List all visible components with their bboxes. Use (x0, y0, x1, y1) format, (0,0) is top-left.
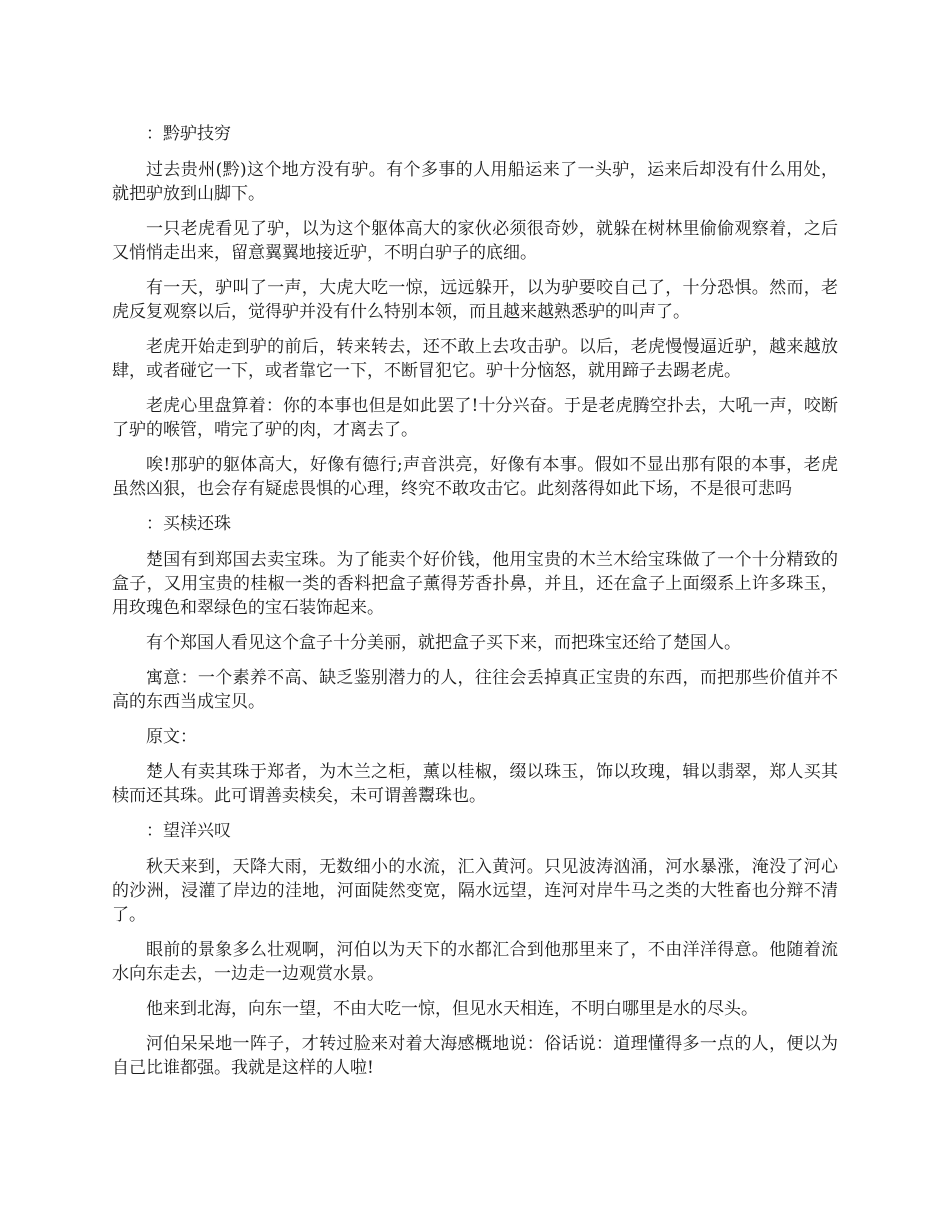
paragraph: 有一天，驴叫了一声，大虎大吃一惊，远远躲开，以为驴要咬自己了，十分恐惧。然而，老虎反复观察以后，觉得驴并没有什么特别本领，而且越来越熟悉驴的叫声了。 (112, 278, 838, 322)
paragraph: 寓意：一个素养不高、缺乏鉴别潜力的人，往往会丢掉真正宝贵的东西，而把那些价值并不高的东西当成宝贝。 (112, 668, 838, 712)
paragraph: 有个郑国人看见这个盒子十分美丽，就把盒子买下来，而把珠宝还给了楚国人。 (146, 633, 741, 653)
section-heading-mai-du-huan-zhu: ：买椟还珠 (146, 514, 231, 534)
paragraph: 楚人有卖其珠于郑者，为木兰之柜，薰以桂椒，缀以珠玉，饰以玫瑰，辑以翡翠，郑人买其椟而还其珠。此可谓善卖椟矣，未可谓善鬻珠也。 (112, 762, 838, 806)
section-heading-wang-yang-xing-tan: ：望洋兴叹 (146, 821, 231, 841)
section-heading-qian-lv-ji-qiong: ：黔驴技穷 (146, 124, 231, 144)
paragraph: 过去贵州(黔)这个地方没有驴。有个多事的人用船运来了一头驴，运来后却没有什么用处，就把驴放到山脚下。 (112, 160, 838, 204)
document-body (112, 122, 838, 1091)
paragraph-label-original: 原文： (146, 727, 197, 747)
paragraph: 河伯呆呆地一阵子，才转过脸来对着大海感概地说：俗话说：道理懂得多一点的人，便以为自己比谁都强。我就是这样的人啦! (112, 1034, 838, 1078)
paragraph: 老虎开始走到驴的前后，转来转去，还不敢上去攻击驴。以后，老虎慢慢逼近驴，越来越放肆，或者碰它一下，或者靠它一下，不断冒犯它。驴十分恼怒，就用蹄子去踢老虎。 (112, 337, 838, 381)
paragraph: 老虎心里盘算着：你的本事也但是如此罢了!十分兴奋。于是老虎腾空扑去，大吼一声，咬断了驴的喉管，啃完了驴的肉，才离去了。 (112, 396, 838, 440)
paragraph: 唉!那驴的躯体高大，好像有德行;声音洪亮，好像有本事。假如不显出那有限的本事，老虎虽然凶狠，也会存有疑虑畏惧的心理，终究不敢攻击它。此刻落得如此下场，不是很可悲吗 (112, 455, 838, 499)
paragraph: 秋天来到，天降大雨，无数细小的水流，汇入黄河。只见波涛汹涌，河水暴涨，淹没了河心的沙洲，浸灌了岸边的洼地，河面陡然变宽，隔水远望，连河对岸牛马之类的大牲畜也分辩不清了。 (112, 857, 838, 925)
paragraph: 楚国有到郑国去卖宝珠。为了能卖个好价钱，他用宝贵的木兰木给宝珠做了一个十分精致的盒子，又用宝贵的桂椒一类的香料把盒子薰得芳香扑鼻，并且，还在盒子上面缀系上许多珠玉，用玫瑰色和翠绿色的宝石装饰起来。 (112, 550, 838, 618)
paragraph: 眼前的景象多么壮观啊，河伯以为天下的水都汇合到他那里来了，不由洋洋得意。他随着流水向东走去，一边走一边观赏水景。 (112, 940, 838, 984)
paragraph: 他来到北海，向东一望，不由大吃一惊，但见水天相连，不明白哪里是水的尽头。 (146, 999, 758, 1019)
paragraph: 一只老虎看见了驴，以为这个躯体高大的家伙必须很奇妙，就躲在树林里偷偷观察着，之后又悄悄走出来，留意翼翼地接近驴，不明白驴子的底细。 (112, 219, 838, 263)
